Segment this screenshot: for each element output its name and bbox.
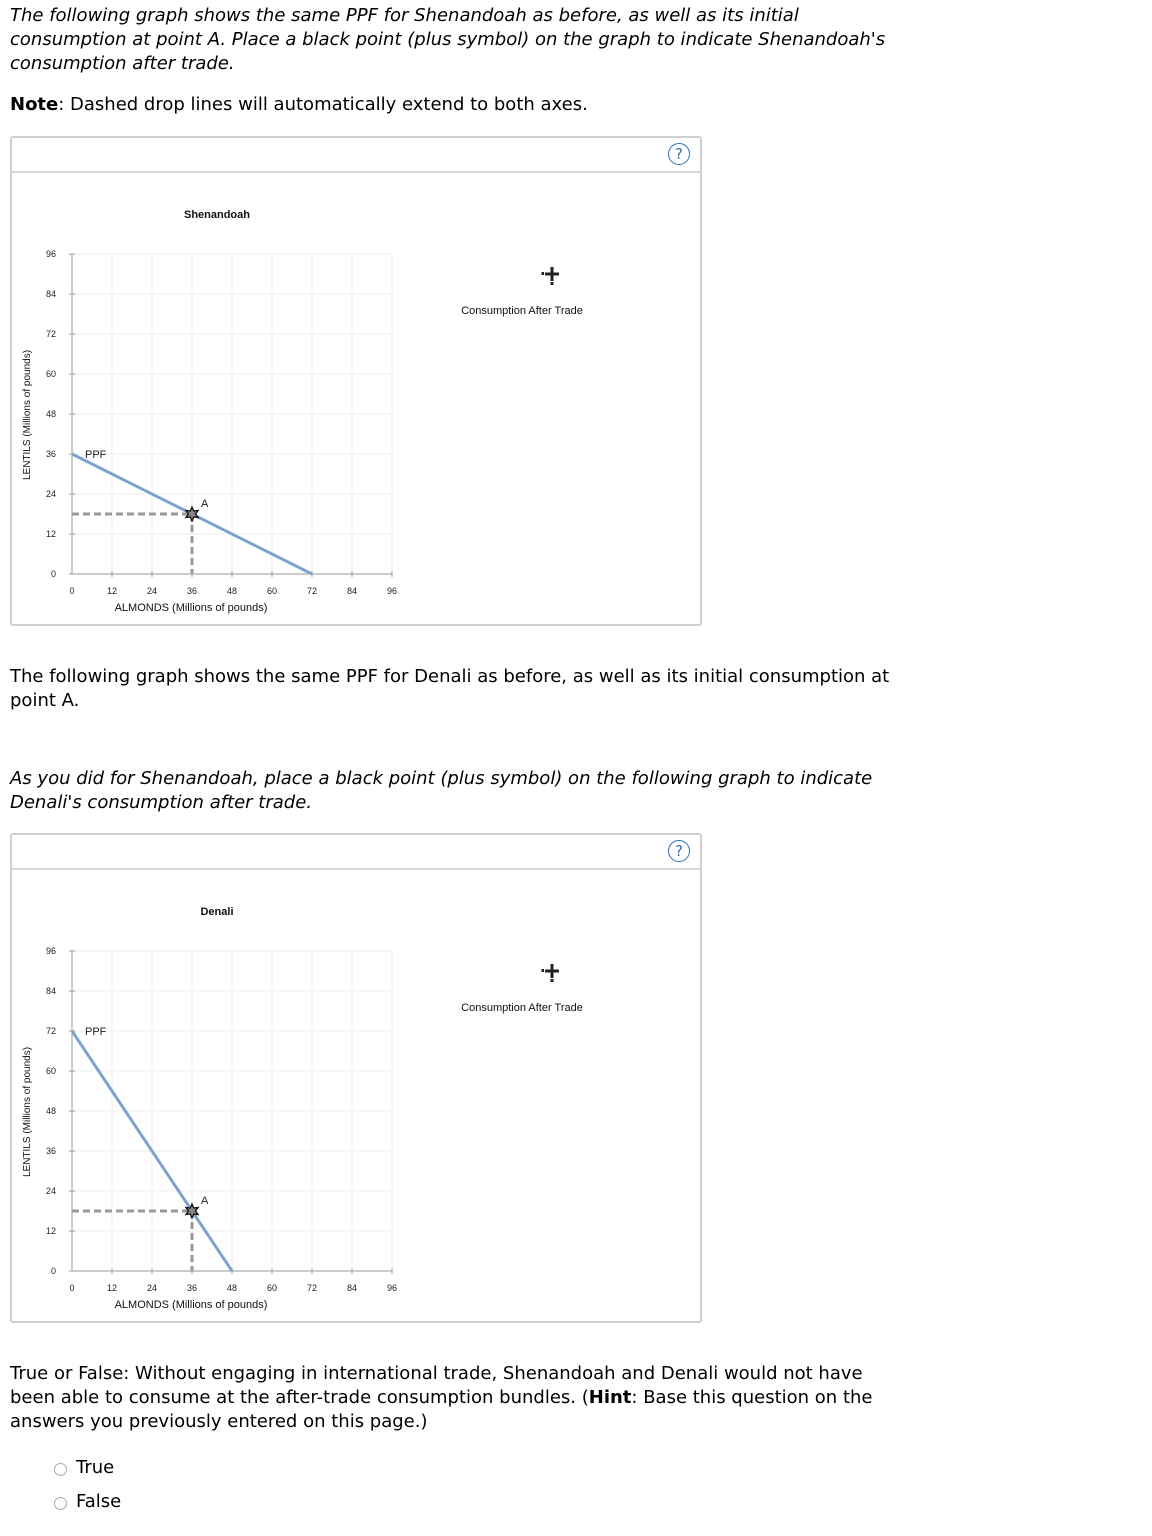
y-tick-label: 72	[45, 329, 56, 339]
x-tick-label: 24	[146, 586, 158, 596]
x-tick-label: 96	[386, 1283, 398, 1293]
plus-icon[interactable]	[551, 282, 554, 285]
y-tick-label: 12	[45, 529, 56, 539]
help-icon[interactable]: ?	[668, 143, 690, 165]
true-false-question	[10, 1362, 910, 1434]
tool-label[interactable]: Consumption After Trade	[461, 305, 583, 317]
radio-true[interactable]	[54, 1463, 67, 1476]
y-tick-label: 0	[50, 569, 56, 579]
instructions-denali: As you did for Shenandoah, place a black point (plus symbol) on the following graph to indicate Denali's consumption after trade.	[10, 768, 873, 813]
plus-icon[interactable]	[545, 273, 559, 276]
graph-denali[interactable]	[12, 870, 700, 1323]
y-tick-label: 96	[45, 249, 56, 259]
tool-label[interactable]: Consumption After Trade	[461, 1002, 583, 1014]
plus-icon[interactable]	[545, 970, 559, 973]
x-tick-label: 72	[306, 1283, 318, 1293]
ppf-label: PPF	[85, 449, 107, 461]
y-tick-label: 36	[45, 449, 56, 459]
x-tick-label: 36	[186, 1283, 198, 1293]
y-tick-label: 96	[45, 946, 56, 956]
ppf-label: PPF	[85, 1026, 107, 1038]
plus-icon[interactable]	[542, 272, 545, 275]
x-tick-label: 96	[386, 586, 398, 596]
panel-header	[12, 835, 700, 870]
instructions-shenandoah: The following graph shows the same PPF for Shenandoah as before, as well as its initial consumption at point A. Place a black point (plus symbol) on the graph to indicate Shenandoah's consumption after trade.	[10, 5, 886, 74]
option-true-label: True	[76, 1457, 115, 1478]
panel-header	[12, 138, 700, 173]
plus-icon[interactable]	[551, 979, 554, 982]
y-tick-label: 12	[45, 1226, 56, 1236]
option-false-label: False	[76, 1491, 122, 1512]
y-tick-label: 60	[45, 1066, 56, 1076]
graph-panel-shenandoah	[10, 136, 702, 626]
point-a-marker	[186, 507, 198, 521]
y-tick-label: 24	[45, 489, 56, 499]
chart-title: Shenandoah	[183, 209, 251, 221]
help-icon[interactable]: ?	[668, 840, 690, 862]
graph-shenandoah[interactable]	[12, 173, 700, 626]
x-tick-label: 0	[69, 1283, 75, 1293]
x-tick-label: 60	[266, 1283, 278, 1293]
note-label: Note	[10, 94, 59, 115]
y-tick-label: 84	[45, 289, 56, 299]
plus-icon[interactable]	[542, 969, 545, 972]
x-tick-label: 12	[106, 586, 118, 596]
y-tick-label: 72	[45, 1026, 56, 1036]
y-tick-label: 48	[45, 1106, 56, 1116]
y-tick-label: 36	[45, 1146, 56, 1156]
graph-panel-denali	[10, 833, 702, 1323]
plus-symbol-tool[interactable]	[542, 267, 560, 285]
question-text-1: True or False: Without engaging in international trade, Shenandoah and Denali would not have been able to consume at the after-trade consumption bundles. (	[10, 1363, 863, 1408]
x-tick-label: 60	[266, 586, 278, 596]
y-axis-title: LENTILS (Millions of pounds)	[22, 1046, 33, 1178]
y-axis-title: LENTILS (Millions of pounds)	[22, 349, 33, 481]
note	[10, 93, 910, 117]
x-tick-label: 36	[186, 586, 198, 596]
x-tick-label: 48	[226, 586, 238, 596]
plus-symbol-tool[interactable]	[542, 964, 560, 982]
x-tick-label: 48	[226, 1283, 238, 1293]
question-text-2: : Base this question on the answers you previously entered on this page.)	[10, 1387, 873, 1432]
point-a-label: A	[201, 1195, 209, 1207]
hint-label: Hint	[588, 1387, 632, 1408]
x-axis-title: ALMONDS (Millions of pounds)	[114, 1299, 268, 1311]
y-tick-label: 60	[45, 369, 56, 379]
x-tick-label: 84	[346, 1283, 358, 1293]
x-tick-label: 72	[306, 586, 318, 596]
option-false[interactable]	[54, 1491, 121, 1513]
x-tick-label: 24	[146, 1283, 158, 1293]
y-tick-label: 24	[45, 1186, 56, 1196]
radio-false[interactable]	[54, 1497, 67, 1510]
point-a-label: A	[201, 498, 209, 510]
option-true[interactable]	[54, 1457, 114, 1479]
x-tick-label: 0	[69, 586, 75, 596]
x-tick-label: 84	[346, 586, 358, 596]
instructions-denali-intro: The following graph shows the same PPF for Denali as before, as well as its initial consumption at point A.	[10, 666, 890, 711]
x-tick-label: 12	[106, 1283, 118, 1293]
y-tick-label: 84	[45, 986, 56, 996]
note-text: : Dashed drop lines will automatically extend to both axes.	[58, 94, 588, 115]
x-axis-title: ALMONDS (Millions of pounds)	[114, 602, 268, 614]
y-tick-label: 0	[50, 1266, 56, 1276]
chart-title: Denali	[200, 906, 234, 918]
y-tick-label: 48	[45, 409, 56, 419]
